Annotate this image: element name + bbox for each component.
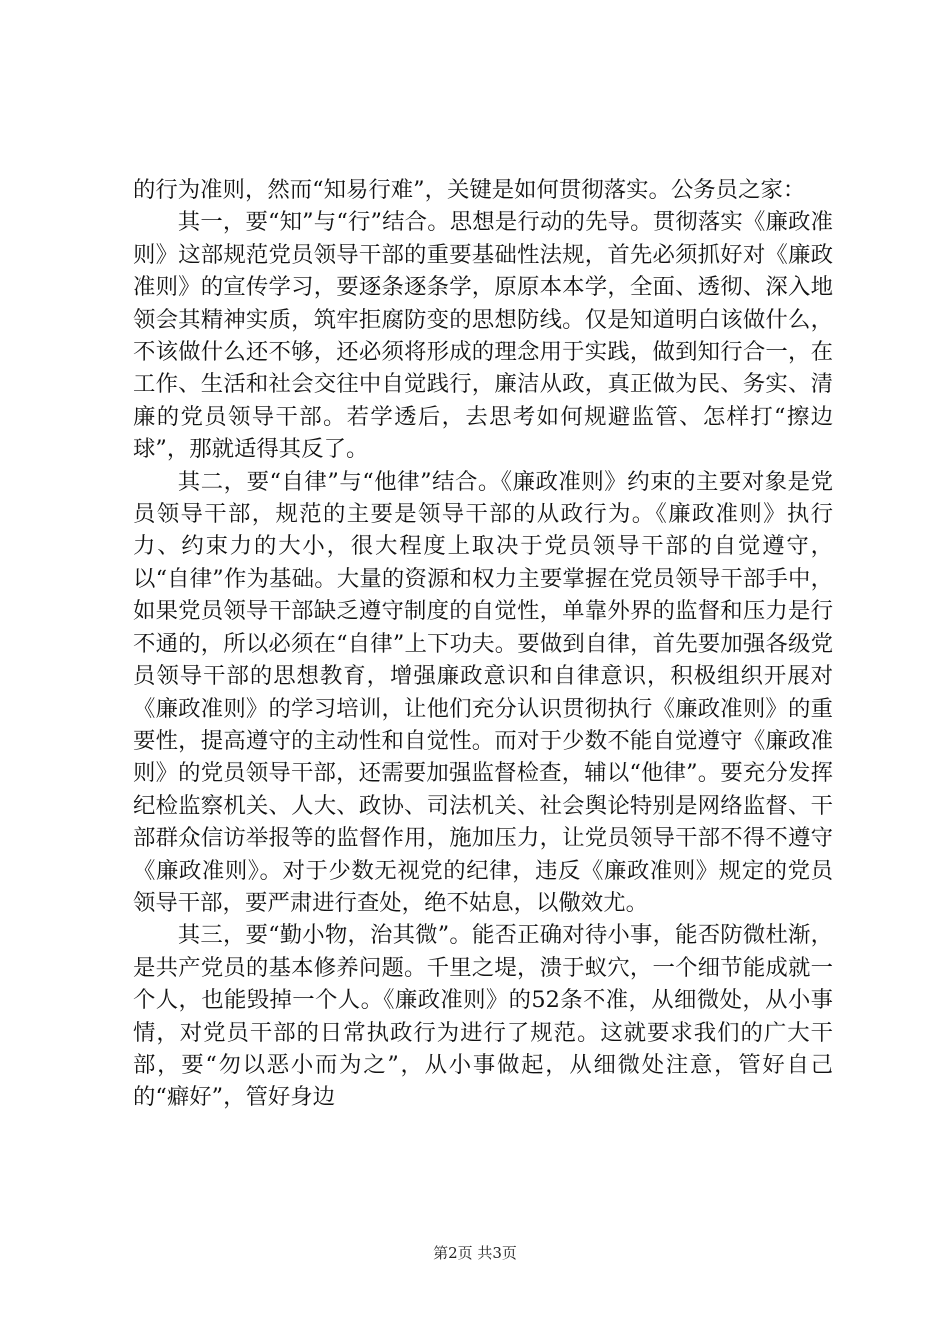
page-footer: 第2页 共3页: [433, 1244, 517, 1262]
paragraph-first-point: 其一，要“知”与“行”结合。思想是行动的先导。贯彻落实《廉政准则》这部规范党员领导干部的重要基础性法规，首先必须抓好对《廉政准则》的宣传学习，要逐条逐条学，原原本本学，全面、透彻、深入地领会其精神实质，筑牢拒腐防变的思想防线。仅是知道明白该做什么，不该做什么还不够，还必须将形成的理念用于实践，做到知行合一，在工作、生活和社会交往中自觉践行，廉洁从政，真正做为民、务实、清廉的党员领导干部。若学透后，去思考如何规避监管、怎样打“擦边球”，那就适得其反了。: [133, 209, 833, 463]
body-text: [133, 174, 833, 1114]
paragraph-third-point: 其三，要“勤小物，治其微”。能否正确对待小事，能否防微杜渐，是共产党员的基本修养问题。千里之堤，溃于蚁穴，一个细节能成就一个人，也能毁掉一个人。《廉政准则》的52条不准，从细微处，从小事情，对党员干部的日常执政行为进行了规范。这就要求我们的广大干部，要“勿以恶小而为之”，从小事做起，从细微处注意，管好自己的“癖好”，管好身边: [133, 922, 833, 1111]
paragraph-second-point: 其二，要“自律”与“他律”结合。《廉政准则》约束的主要对象是党员领导干部，规范的主要是领导干部的从政行为。《廉政准则》执行力、约束力的大小，很大程度上取决于党员领导干部的自觉遵守，以“自律”作为基础。大量的资源和权力主要掌握在党员领导干部手中，如果党员领导干部缺乏遵守制度的自觉性，单靠外界的监督和压力是行不通的，所以必须在“自律”上下功夫。要做到自律，首先要加强各级党员领导干部的思想教育，增强廉政意识和自律意识，积极组织开展对《廉政准则》的学习培训，让他们充分认识贯彻执行《廉政准则》的重要性，提高遵守的主动性和自觉性。而对于少数不能自觉遵守《廉政准则》的党员领导干部，还需要加强监督检查，辅以“他律”。要充分发挥纪检监察机关、人大、政协、司法机关、社会舆论特别是网络监督、干部群众信访举报等的监督作用，施加压力，让党员领导干部不得不遵守《廉政准则》。对于少数无视党的纪律，违反《廉政准则》规定的党员领导干部，要严肃进行查处，绝不姑息，以儆效尤。: [133, 468, 833, 916]
paragraph-continuation: 的行为准则，然而“知易行难”，关键是如何贯彻落实。公务员之家：: [133, 177, 806, 203]
